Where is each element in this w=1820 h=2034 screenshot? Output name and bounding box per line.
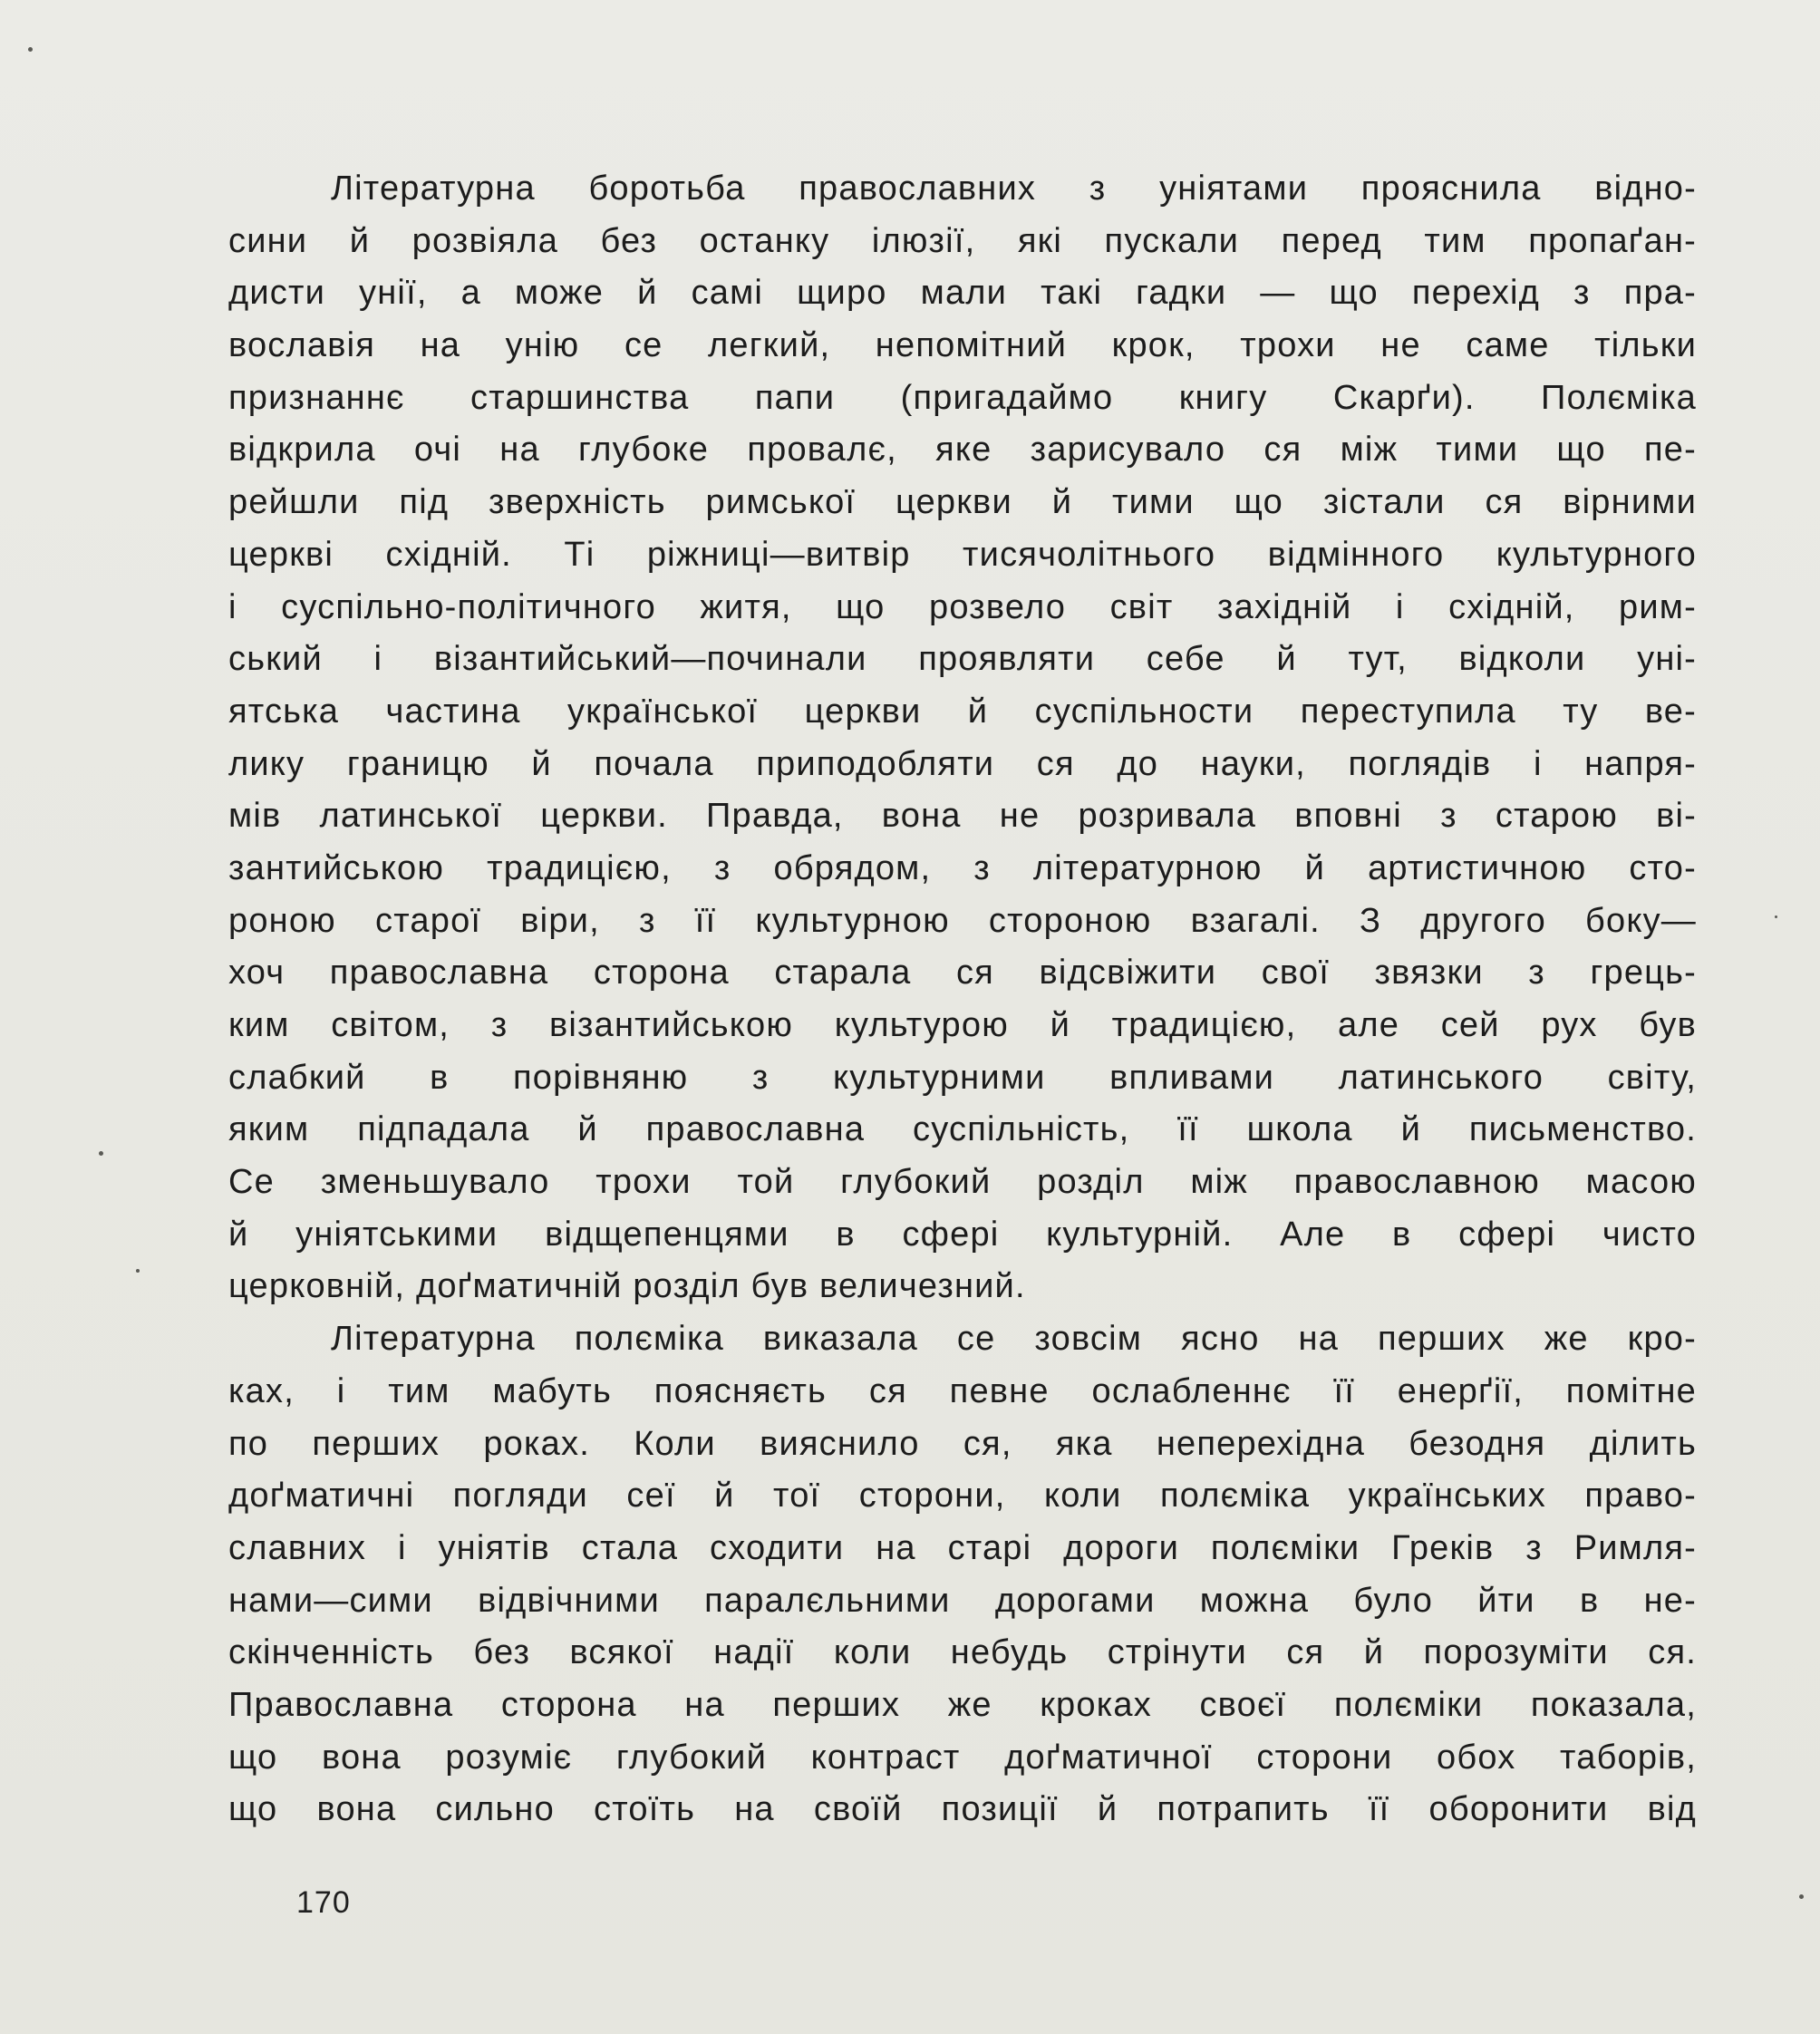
text-line: Православна сторона на перших же кроках своєї полєміки показала,	[228, 1685, 1697, 1724]
text-line: по перших роках. Коли вияснило ся, яка неперехідна безодня ділить	[228, 1424, 1697, 1463]
text-line: слабкий в порівняню з культурними впливами латинського світу,	[228, 1058, 1697, 1097]
text-line: славних і уніятів стала сходити на старі дороги полєміки Греків з Римля-	[228, 1528, 1697, 1567]
text-line: ках, і тим мабуть поясняєть ся певне ослабленнє її енерґії, помітне	[228, 1371, 1697, 1410]
text-line: відкрила очі на глубоке провалє, яке зарисувало ся між тими що пе-	[228, 431, 1697, 470]
text-line: Літературна полєміка виказала се зовсім ясно на перших же кро-	[331, 1320, 1697, 1359]
text-line: признаннє старшинства папи (пригадаймо книгу Скарґи). Полєміка	[228, 378, 1697, 417]
text-line: доґматичні погляди сеї й тої сторони, коли полєміка українських право-	[228, 1477, 1697, 1516]
paragraph-1	[228, 163, 1697, 1313]
scan-speck	[1775, 915, 1777, 918]
scan-speck	[136, 1269, 140, 1273]
text-line: що вона розуміє глубокий контраст доґматичної сторони обох таборів,	[228, 1738, 1697, 1777]
text-line: роною старої віри, з її культурною стороною взагалі. З другого боку—	[228, 901, 1697, 940]
text-line: мів латинської церкви. Правда, вона не розривала вповні з старою ві-	[228, 797, 1697, 836]
text-line: ким світом, з візантийською культурою й традицією, але сей рух був	[228, 1006, 1697, 1044]
scan-speck	[28, 47, 33, 52]
text-line: яким підпадала й православна суспільність, її школа й письменство.	[228, 1110, 1697, 1149]
scan-speck	[1799, 1894, 1804, 1899]
page-number: 170	[296, 1885, 351, 1920]
text-line: рейшли під зверхність римської церкви й тими що зістали ся вірними	[228, 483, 1697, 522]
text-line: ятська частина української церкви й суспільности переступила ту ве-	[228, 692, 1697, 731]
body-text	[228, 163, 1697, 1836]
text-line: Літературна боротьба православних з уніятами прояснила відно-	[331, 170, 1697, 208]
text-line: зантийською традицією, з обрядом, з літературною й артистичною сто-	[228, 848, 1697, 887]
text-line: Се зменьшувало трохи той глубокий розділ між православною масою	[228, 1163, 1697, 1202]
text-line: сини й розвіяла без останку ілюзії, які пускали перед тим пропаґан-	[228, 221, 1697, 260]
text-line: і суспільно-політичного житя, що розвело світ західній і східній, рим-	[228, 587, 1697, 626]
scan-speck	[99, 1151, 103, 1156]
text-line: скінченність без всякої надії коли небудь стрінути ся й порозуміти ся.	[228, 1633, 1697, 1672]
text-line: ський і візантийський—починали проявляти себе й тут, відколи уні-	[228, 640, 1697, 679]
text-line: нами—сими відвічними паралєльними дорогами можна було йти в не-	[228, 1581, 1697, 1620]
text-line: що вона сильно стоїть на своїй позиції й потрапить її оборонити від	[228, 1790, 1697, 1829]
text-line: церковній, доґматичній розділ був величезний.	[228, 1267, 1026, 1306]
text-line: вославія на унію се легкий, непомітний крок, трохи не саме тільки	[228, 326, 1697, 365]
paragraph-2	[228, 1313, 1697, 1836]
text-line: й уніятськими відщепенцями в сфері культурній. Але в сфері чисто	[228, 1215, 1697, 1254]
text-line: дисти унії, а може й самі щиро мали такі гадки — що перехід з пра-	[228, 274, 1697, 313]
text-line: лику границю й почала приподобляти ся до науки, поглядів і напря-	[228, 744, 1697, 783]
text-line: хоч православна сторона старала ся відсвіжити свої звязки з грець-	[228, 954, 1697, 993]
text-line: церкві східній. Ті ріжниці—витвір тисячолітнього відмінного культурного	[228, 535, 1697, 574]
